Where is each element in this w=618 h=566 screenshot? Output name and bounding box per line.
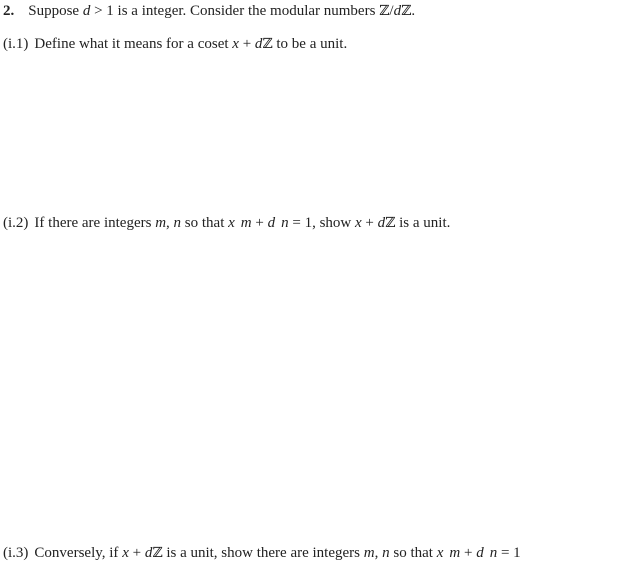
part-label: (i.2) bbox=[3, 215, 29, 231]
text: is a unit, show there are integers bbox=[162, 545, 364, 561]
text: Define what it means for a coset bbox=[34, 36, 233, 52]
math-var: x bbox=[122, 545, 129, 561]
question-number: 2. bbox=[3, 3, 15, 19]
text: Suppose bbox=[28, 3, 83, 19]
math-ring: ℤ bbox=[152, 545, 163, 561]
text: = bbox=[497, 545, 514, 561]
part-i1 bbox=[3, 34, 347, 54]
math-var: d bbox=[377, 215, 386, 231]
math-var: n bbox=[173, 215, 182, 231]
math-var: n bbox=[281, 215, 289, 231]
text: > 1 is a integer. Consider the modular numbers bbox=[90, 3, 380, 19]
text: , show bbox=[312, 215, 355, 231]
text: , bbox=[374, 545, 383, 561]
part-label: (i.3) bbox=[3, 545, 29, 561]
math-var: n bbox=[489, 545, 498, 561]
math-var: d bbox=[393, 3, 402, 19]
math-var: d bbox=[144, 545, 153, 561]
text: + bbox=[238, 36, 255, 52]
text: + bbox=[460, 545, 477, 561]
math-var: m bbox=[155, 215, 167, 231]
text: so that bbox=[389, 545, 437, 561]
math-var: m bbox=[363, 545, 375, 561]
text: If there are integers bbox=[34, 215, 156, 231]
text: 1 bbox=[513, 545, 521, 561]
text: Conversely, if bbox=[34, 545, 123, 561]
math-var: x bbox=[228, 215, 235, 231]
text: / bbox=[389, 3, 394, 19]
text: , bbox=[166, 215, 174, 231]
question-2-statement bbox=[3, 1, 415, 21]
part-i3 bbox=[3, 543, 521, 563]
math-ring: ℤ bbox=[379, 3, 390, 19]
text: + bbox=[128, 545, 145, 561]
text: + bbox=[251, 215, 268, 231]
math-var: m bbox=[449, 545, 461, 561]
math-var: n bbox=[382, 545, 390, 561]
math-ring: ℤ bbox=[385, 215, 396, 231]
text: 1 bbox=[304, 215, 313, 231]
text: to be a unit. bbox=[272, 36, 348, 52]
part-label: (i.1) bbox=[3, 36, 29, 52]
math-var: d bbox=[476, 545, 484, 561]
math-ring: ℤ bbox=[401, 3, 412, 19]
math-var: d bbox=[82, 3, 91, 19]
part-i2 bbox=[3, 213, 450, 233]
math-var: x bbox=[232, 36, 239, 52]
math-ring: ℤ bbox=[262, 36, 273, 52]
math-var: x bbox=[355, 215, 362, 231]
text: is a unit. bbox=[395, 215, 451, 231]
math-var: x bbox=[436, 545, 444, 561]
math-var: d bbox=[254, 36, 263, 52]
text: so that bbox=[181, 215, 229, 231]
math-var: m bbox=[240, 215, 252, 231]
math-var: d bbox=[267, 215, 276, 231]
text: = bbox=[288, 215, 305, 231]
text: . bbox=[411, 3, 416, 19]
text: + bbox=[361, 215, 378, 231]
